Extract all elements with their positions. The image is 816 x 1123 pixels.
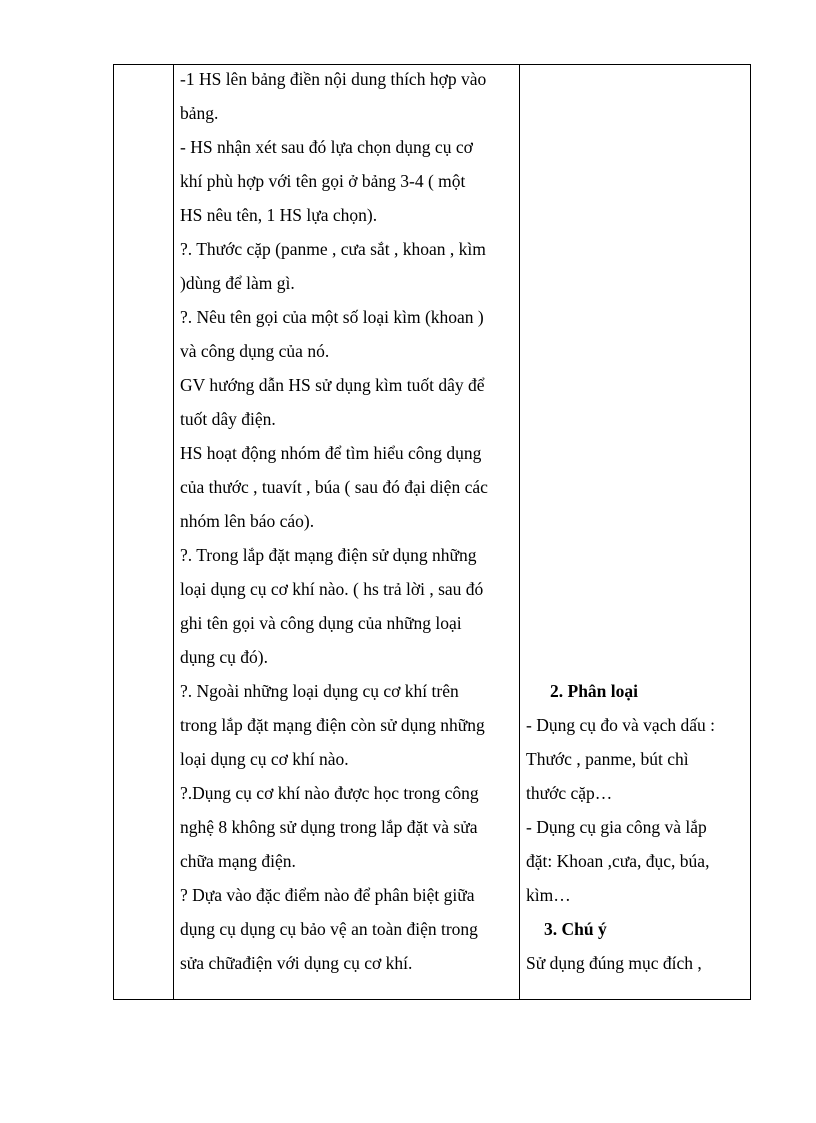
blank-column xyxy=(114,65,174,999)
activity-line: HS nêu tên, 1 HS lựa chọn). xyxy=(180,205,378,225)
activity-line: bảng. xyxy=(180,103,219,123)
activity-line: của thước , tuavít , búa ( sau đó đại diện các xyxy=(180,477,488,497)
activity-line: ?. Thước cặp (panme , cưa sắt , khoan , kìm xyxy=(180,239,486,259)
activity-line: dụng cụ đó). xyxy=(180,647,268,667)
activity-line: loại dụng cụ cơ khí nào. ( hs trả lời , sau đó xyxy=(180,579,484,599)
activity-line: - HS nhận xét sau đó lựa chọn dụng cụ cơ xyxy=(180,137,473,157)
content-line: - Dụng cụ gia công và lắp xyxy=(526,817,707,837)
activity-line: loại dụng cụ cơ khí nào. xyxy=(180,749,349,769)
activity-line: ? Dựa vào đặc điểm nào để phân biệt giữa xyxy=(180,885,475,905)
section-2-heading: 2. Phân loại xyxy=(550,681,639,701)
activity-line: và công dụng của nó. xyxy=(180,341,330,361)
activity-line: nhóm lên báo cáo). xyxy=(180,511,315,531)
activity-line: ?. Nêu tên gọi của một số loại kìm (khoan ) xyxy=(180,307,484,327)
activities-column xyxy=(174,65,520,999)
lesson-table xyxy=(113,64,751,1000)
content-line: Thước , panme, bút chì xyxy=(526,749,689,769)
content-column xyxy=(520,65,750,999)
activity-line: khí phù hợp với tên gọi ở bảng 3-4 ( một xyxy=(180,171,466,191)
activity-line: GV hướng dẫn HS sử dụng kìm tuốt dây để xyxy=(180,375,485,395)
activity-line: sửa chữađiện với dụng cụ cơ khí. xyxy=(180,953,413,973)
section-3-heading: 3. Chú ý xyxy=(544,919,607,939)
activity-line: tuốt dây điện. xyxy=(180,409,276,429)
activity-line: trong lắp đặt mạng điện còn sử dụng những xyxy=(180,715,485,735)
activity-line: )dùng để làm gì. xyxy=(180,273,295,293)
activity-line: chữa mạng điện. xyxy=(180,851,296,871)
activity-line: ?.Dụng cụ cơ khí nào được học trong công xyxy=(180,783,479,803)
activity-line: HS hoạt động nhóm để tìm hiểu công dụng xyxy=(180,443,482,463)
activity-line: -1 HS lên bảng điền nội dung thích hợp vào xyxy=(180,69,487,89)
activity-line: ?. Ngoài những loại dụng cụ cơ khí trên xyxy=(180,681,459,701)
activity-line: nghệ 8 không sử dụng trong lắp đặt và sửa xyxy=(180,817,478,837)
activity-line: ghi tên gọi và công dụng của những loại xyxy=(180,613,462,633)
content-line: đặt: Khoan ,cưa, đục, búa, xyxy=(526,851,710,871)
activity-line: dụng cụ dụng cụ bảo vệ an toàn điện trong xyxy=(180,919,478,939)
content-line: thước cặp… xyxy=(526,783,613,803)
activity-line: ?. Trong lắp đặt mạng điện sử dụng những xyxy=(180,545,477,565)
content-line: Sử dụng đúng mục đích , xyxy=(526,953,702,973)
content-line: kìm… xyxy=(526,885,571,905)
content-line: - Dụng cụ đo và vạch dấu : xyxy=(526,715,716,735)
